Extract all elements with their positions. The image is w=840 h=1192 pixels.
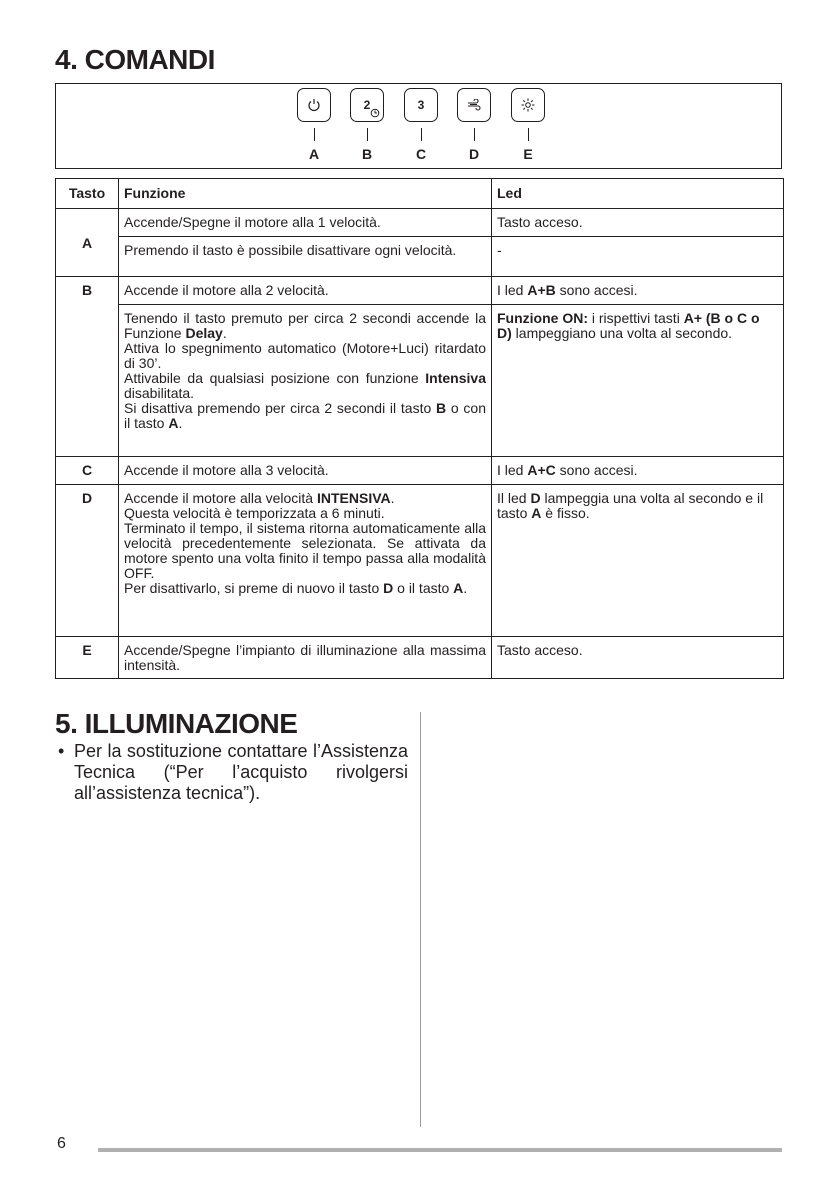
text-segment: Accende il motore alla 2 velocità. — [124, 282, 329, 298]
text-segment: lampeggia una volta al secondo e il tasto — [497, 490, 764, 521]
text-segment: D — [530, 490, 541, 506]
header-tasto: Tasto — [56, 179, 119, 209]
text-segment: INTENSIVA — [317, 490, 391, 506]
text-segment: D — [383, 580, 394, 596]
led-cell — [492, 637, 784, 679]
led-cell — [492, 305, 784, 457]
function-cell — [119, 485, 492, 637]
text-segment: . — [178, 415, 183, 431]
text-segment: o con il tasto — [124, 400, 486, 431]
section-title-comandi: 4. COMANDI — [55, 44, 215, 75]
text-segment: Tasto acceso. — [497, 642, 583, 658]
function-cell — [119, 305, 492, 457]
section-title-illuminazione: 5. ILLUMINAZIONE — [55, 708, 298, 739]
function-cell — [119, 277, 492, 305]
text-segment: sono accesi. — [555, 282, 638, 298]
table-row — [56, 209, 784, 237]
function-cell — [119, 457, 492, 485]
text-segment: Per disattivarlo, si preme di nuovo il tasto — [124, 580, 384, 596]
text-segment: A — [168, 415, 179, 431]
led-cell — [492, 277, 784, 305]
key-pointer-line — [474, 128, 475, 141]
text-segment: Tenendo il tasto premuto per circa 2 secondi accende la Funzione — [124, 310, 486, 341]
text-segment: è fisso. — [541, 505, 590, 521]
key-cell: E — [56, 637, 119, 679]
key-cell: B — [56, 277, 119, 457]
key-cell: A — [56, 209, 119, 277]
text-segment: . — [463, 580, 468, 596]
table-row — [56, 637, 784, 679]
led-cell — [492, 209, 784, 237]
table-header-row — [56, 179, 784, 209]
text-segment: B — [436, 400, 447, 416]
key-letter: C — [415, 146, 427, 162]
text-segment: Attiva lo spegnimento automatico (Motore+Luci) ritardato di 30’. — [124, 340, 486, 371]
text-segment: A — [453, 580, 464, 596]
bullet-text: Per la sostituzione contattare l’Assistenza Tecnica (“Per l’acquisto rivolgersi all’assistenza tecnica”). — [74, 741, 408, 803]
text-segment: . — [390, 490, 395, 506]
key-pointer-line — [367, 128, 368, 141]
text-segment: A — [531, 505, 542, 521]
text-segment: Accende il motore alla 3 velocità. — [124, 462, 329, 478]
text-segment: o il tasto — [393, 580, 454, 596]
table-row — [56, 277, 784, 305]
text-segment: Terminato il tempo, il sistema ritorna automaticamente alla velocità precedentemente selezionata. Se attivata da motore spento una volta finito il tempo passa alla modalità OFF. — [124, 520, 486, 581]
text-segment: Accende il motore alla velocità — [124, 490, 317, 506]
text-segment: Accende/Spegne l’impianto di illuminazione alla massima intensità. — [124, 642, 486, 673]
text-segment: sono accesi. — [555, 462, 638, 478]
key-label: 3 — [417, 98, 425, 112]
table-row — [56, 457, 784, 485]
text-segment: Accende/Spegne il motore alla 1 velocità. — [124, 214, 381, 230]
table-row — [56, 485, 784, 637]
key-letter: D — [468, 146, 480, 162]
bullet-icon: • — [58, 741, 65, 761]
text-segment: A+C — [527, 462, 556, 478]
function-cell — [119, 209, 492, 237]
text-segment: A+B — [527, 282, 556, 298]
key-c-button — [404, 88, 438, 122]
footer-bar — [98, 1148, 782, 1152]
key-cell: C — [56, 457, 119, 485]
controls-table — [55, 178, 784, 679]
text-segment: . — [222, 325, 227, 341]
header-funzione: Funzione — [119, 179, 492, 209]
key-pointer-line — [314, 128, 315, 141]
key-letter: A — [308, 146, 320, 162]
text-segment: Funzione ON: — [497, 310, 588, 326]
key-a-button — [297, 88, 331, 122]
text-segment: Premendo il tasto è possibile disattivare ogni velocità. — [124, 242, 457, 258]
control-panel-diagram — [55, 83, 782, 169]
text-segment: Si disattiva premendo per circa 2 secondi il tasto — [124, 400, 437, 416]
text-segment: Intensiva — [425, 370, 486, 386]
key-letter: E — [523, 146, 533, 162]
bullet-item — [58, 741, 408, 804]
key-label: 2 — [363, 98, 371, 112]
header-led: Led — [492, 179, 784, 209]
function-cell — [119, 237, 492, 277]
key-letter: B — [361, 146, 373, 162]
text-segment: lampeggiano una volta al secondo. — [511, 325, 733, 341]
function-cell — [119, 637, 492, 679]
led-cell — [492, 485, 784, 637]
table-row — [56, 237, 784, 277]
text-segment: Il led — [497, 490, 531, 506]
text-segment: Tasto acceso. — [497, 214, 583, 230]
key-pointer-line — [528, 128, 529, 141]
text-segment: Attivabile da qualsiasi posizione con funzione — [124, 370, 426, 386]
text-segment: I led — [497, 282, 528, 298]
key-cell: D — [56, 485, 119, 637]
text-segment: - — [497, 242, 502, 258]
led-cell — [492, 457, 784, 485]
key-b-button — [350, 88, 384, 122]
led-cell — [492, 237, 784, 277]
text-segment: Questa velocità è temporizzata a 6 minuti. — [124, 505, 385, 521]
text-segment: A+ (B o C o D) — [497, 310, 760, 341]
fan-boost-icon — [467, 99, 481, 111]
text-segment: Delay — [185, 325, 223, 341]
column-divider — [420, 712, 421, 1127]
key-pointer-line — [421, 128, 422, 141]
text-segment: I led — [497, 462, 528, 478]
power-icon — [307, 98, 321, 112]
light-icon — [521, 98, 535, 112]
text-segment: i rispettivi tasti — [588, 310, 684, 326]
text-segment: disabilitata. — [124, 385, 195, 401]
table-row — [56, 305, 784, 457]
key-d-button — [457, 88, 491, 122]
page-number: 6 — [57, 1135, 66, 1152]
key-e-button — [511, 88, 545, 122]
